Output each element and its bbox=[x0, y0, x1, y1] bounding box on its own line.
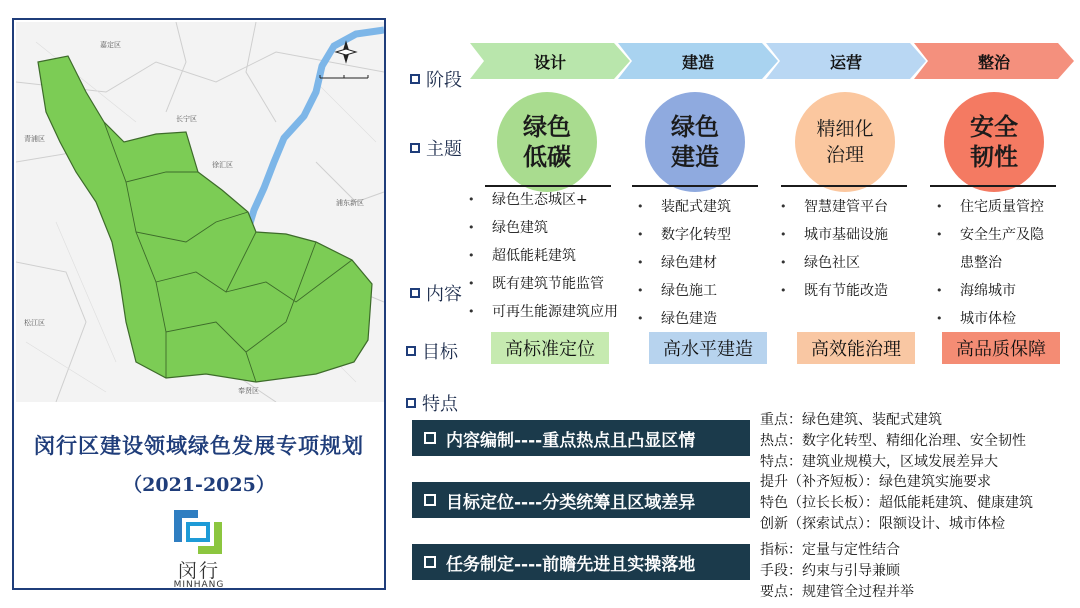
list-item: • 绿色建筑 bbox=[468, 220, 548, 236]
content-list-operate bbox=[780, 193, 888, 305]
square-bullet-icon bbox=[410, 74, 420, 84]
goal-efficient-governance: 高效能治理 bbox=[797, 332, 915, 364]
list-item: • 城市体检 bbox=[936, 311, 1016, 327]
list-item: • 绿色建材 bbox=[637, 255, 717, 271]
stage-chevron-build: 建造 bbox=[618, 43, 778, 79]
square-bullet-icon bbox=[424, 432, 436, 444]
list-item: • 智慧建管平台 bbox=[780, 199, 888, 215]
square-bullet-icon bbox=[424, 494, 436, 506]
list-item: • 安全生产及隐 bbox=[936, 227, 1044, 243]
feature-banner-content: 内容编制----重点热点且凸显区情 bbox=[412, 420, 750, 456]
goal-high-level-build: 高水平建造 bbox=[649, 332, 767, 364]
map-label-xuhui: 徐汇区 bbox=[212, 161, 233, 169]
minhang-logo-icon bbox=[168, 502, 228, 562]
map-label-jiading: 嘉定区 bbox=[100, 41, 121, 49]
content-list-build bbox=[637, 193, 731, 333]
plan-years: （2021-2025） bbox=[123, 474, 275, 496]
goal-high-standard: 高标准定位 bbox=[491, 332, 609, 364]
row-label-content: 内容 bbox=[410, 280, 462, 306]
square-bullet-icon bbox=[410, 288, 420, 298]
feature-notes-goal: 提升（补齐短板）：绿色建筑实施要求 特色（拉长长板）：超低能耗建筑、健康建筑 创新（探索试点）：限额设计、城市体检 bbox=[760, 474, 1033, 532]
row-label-stage: 阶段 bbox=[410, 66, 462, 92]
row-label-theme: 主题 bbox=[410, 135, 462, 161]
map-label-fengxian: 奉贤区 bbox=[238, 387, 259, 395]
map-label-songjiang: 松江区 bbox=[24, 319, 45, 327]
map-label-pudong: 浦东新区 bbox=[336, 199, 364, 207]
stage-chevron-operate: 运营 bbox=[766, 43, 926, 79]
logo-english-text: MINHANG bbox=[173, 580, 225, 590]
square-bullet-icon bbox=[424, 556, 436, 568]
list-item: • 超低能耗建筑 bbox=[468, 248, 576, 264]
plan-title: 闵行区建设领域绿色发展专项规划 bbox=[34, 434, 364, 458]
list-item: • 城市基础设施 bbox=[780, 227, 888, 243]
row-label-feature: 特点 bbox=[406, 390, 458, 416]
feature-notes-content: 重点：绿色建筑、装配式建筑 热点：数字化转型、精细化治理、安全韧性 特点：建筑业规模大，区域发展差异大 bbox=[760, 412, 1026, 470]
list-item: • 海绵城市 bbox=[936, 283, 1016, 299]
list-item: • 数字化转型 bbox=[637, 227, 731, 243]
theme-circle-green-build: 绿色 建造 bbox=[645, 92, 745, 192]
stage-chevron-design: 设计 bbox=[470, 43, 630, 79]
map-label-qingpu: 青浦区 bbox=[24, 135, 45, 143]
list-item: • 绿色社区 bbox=[780, 255, 860, 271]
feature-banner-goal: 目标定位----分类统筹且区域差异 bbox=[412, 482, 750, 518]
feature-banner-task: 任务制定----前瞻先进且实操落地 bbox=[412, 544, 750, 580]
stage-chevron-renovate: 整治 bbox=[914, 43, 1074, 79]
list-item: • 装配式建筑 bbox=[637, 199, 731, 215]
column-divider bbox=[930, 185, 1056, 187]
feature-notes-task: 指标：定量与定性结合 手段：约束与引导兼顾 要点：规建管全过程并举 bbox=[760, 542, 914, 600]
list-item: • 绿色生态城区+ bbox=[468, 192, 588, 208]
theme-circle-green-lowcarbon: 绿色 低碳 bbox=[497, 92, 597, 192]
row-label-goal: 目标 bbox=[406, 338, 458, 364]
logo-chinese-text: 闵行 bbox=[177, 560, 220, 582]
list-item: • 绿色建造 bbox=[637, 311, 717, 327]
column-divider bbox=[632, 185, 758, 187]
district-map bbox=[16, 22, 384, 402]
map-label-changning: 长宁区 bbox=[176, 115, 197, 123]
square-bullet-icon bbox=[410, 143, 420, 153]
theme-circle-safety-resilience: 安全 韧性 bbox=[944, 92, 1044, 192]
goal-quality-assurance: 高品质保障 bbox=[942, 332, 1060, 364]
list-item: • 住宅质量管控 bbox=[936, 199, 1044, 215]
square-bullet-icon bbox=[406, 398, 416, 408]
theme-circle-refined-governance: 精细化 治理 bbox=[795, 92, 895, 192]
list-item: • 既有节能改造 bbox=[780, 283, 888, 299]
square-bullet-icon bbox=[406, 346, 416, 356]
list-item: • 既有建筑节能监管 bbox=[468, 276, 604, 292]
list-item: • 可再生能源建筑应用 bbox=[468, 304, 618, 320]
content-list-design bbox=[468, 186, 618, 326]
content-list-renovate bbox=[936, 193, 1044, 333]
list-item: • 绿色施工 bbox=[637, 283, 717, 299]
plan-cover bbox=[12, 18, 386, 590]
column-divider bbox=[781, 185, 907, 187]
map-graphic bbox=[16, 22, 384, 402]
list-item: 患整治 bbox=[960, 255, 1002, 271]
